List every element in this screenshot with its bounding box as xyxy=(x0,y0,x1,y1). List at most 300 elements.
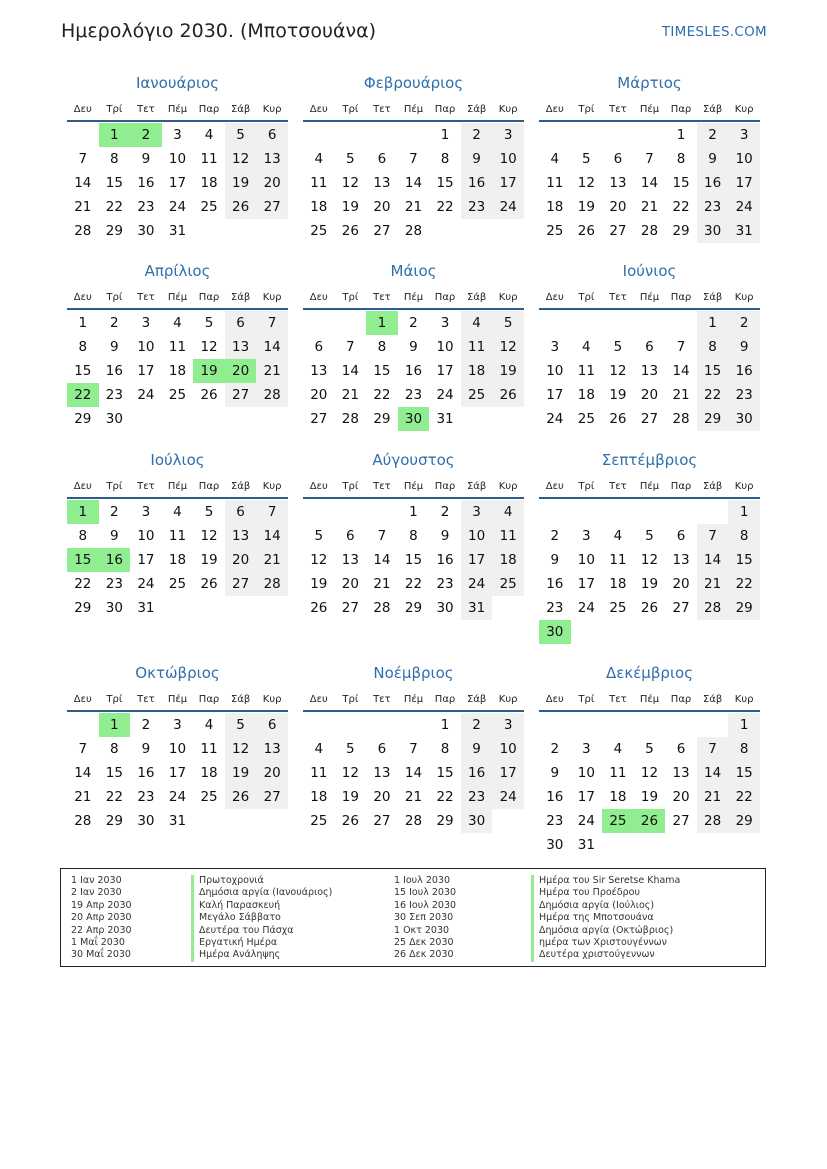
empty-day-cell xyxy=(303,311,335,335)
day-cell: 7 xyxy=(697,524,729,548)
day-cell: 18 xyxy=(577,387,595,403)
day-cell: 12 xyxy=(225,737,257,761)
day-cell: 8 xyxy=(728,524,760,548)
day-cell: 13 xyxy=(373,175,391,191)
weekday-label: Σάβ xyxy=(230,480,251,492)
day-cell: 6 xyxy=(613,151,623,167)
weekday-label: Σάβ xyxy=(466,480,487,492)
day-cell: 21 xyxy=(74,199,92,215)
weekday-label: Τρί xyxy=(578,103,595,115)
day-cell: 18 xyxy=(310,199,328,215)
day-cell: 5 xyxy=(225,713,257,737)
day-cell: 27 xyxy=(373,223,391,239)
legend-holiday-name: Ημέρα του Προέδρου xyxy=(531,887,680,899)
weekday-label: Δευ xyxy=(309,480,328,492)
day-cell: 20 xyxy=(310,387,328,403)
month-name: Ιανουάριος xyxy=(135,74,219,92)
empty-day-cell xyxy=(602,713,634,737)
day-cell: 27 xyxy=(609,223,627,239)
weekday-label: Κυρ xyxy=(734,103,754,115)
day-cell: 22 xyxy=(404,576,423,592)
day-cell: 25 xyxy=(310,223,328,239)
empty-day-cell xyxy=(398,123,430,147)
weekday-header xyxy=(67,688,288,712)
empty-day-cell xyxy=(697,713,729,737)
day-cell: 22 xyxy=(672,199,690,215)
empty-day-cell xyxy=(571,123,603,147)
day-cell: 31 xyxy=(461,596,493,620)
empty-day-cell xyxy=(634,311,666,335)
day-cell: 12 xyxy=(577,175,595,191)
day-cell: 3 xyxy=(141,315,151,331)
month-block xyxy=(303,73,524,243)
weekday-label: Σάβ xyxy=(230,103,251,115)
day-cell: 21 xyxy=(697,572,729,596)
day-cell: 25 xyxy=(492,572,524,596)
weekday-label: Δευ xyxy=(73,291,92,303)
empty-day-cell xyxy=(539,500,571,524)
day-cell: 8 xyxy=(110,151,119,167)
day-cell: 29 xyxy=(373,411,391,427)
weekday-label: Δευ xyxy=(309,103,328,115)
day-cell: 17 xyxy=(577,789,595,805)
day-cell: 7 xyxy=(78,151,88,167)
day-cell: 29 xyxy=(105,813,123,829)
day-cell: 17 xyxy=(168,175,187,191)
day-cell: 8 xyxy=(110,741,119,757)
day-cell: 8 xyxy=(697,335,729,359)
day-cell: 30 xyxy=(728,407,760,431)
day-cell: 24 xyxy=(137,387,155,403)
day-cell: 9 xyxy=(141,741,151,757)
empty-day-cell xyxy=(665,500,697,524)
day-cell: 16 xyxy=(105,363,123,379)
day-cell: 12 xyxy=(200,339,218,355)
day-cell: 29 xyxy=(728,596,760,620)
day-cell: 30 xyxy=(105,600,123,616)
day-cell: 29 xyxy=(697,407,729,431)
weekday-label: Παρ xyxy=(198,291,220,303)
weekday-label: Πέμ xyxy=(167,480,188,492)
day-cell: 11 xyxy=(200,741,218,757)
weekday-header xyxy=(539,475,760,499)
month-name: Σεπτέμβριος xyxy=(601,451,698,469)
legend-date: 1 Ιαν 2030 xyxy=(71,875,122,886)
weekday-label: Τρί xyxy=(106,103,123,115)
day-cell: 16 xyxy=(137,765,155,781)
day-cell: 29 xyxy=(672,223,690,239)
weekday-label: Πέμ xyxy=(403,480,424,492)
weekday-header xyxy=(539,286,760,310)
weekday-label: Δευ xyxy=(545,480,564,492)
weekday-label: Τρί xyxy=(578,693,595,705)
day-cell: 9 xyxy=(550,765,560,781)
empty-day-cell xyxy=(697,500,729,524)
day-cell: 23 xyxy=(697,195,729,219)
weekday-label: Παρ xyxy=(670,103,692,115)
day-grid xyxy=(303,311,524,431)
day-cell: 31 xyxy=(436,411,454,427)
empty-day-cell xyxy=(539,123,571,147)
day-cell: 9 xyxy=(461,147,493,171)
day-cell: 15 xyxy=(105,765,123,781)
day-cell: 24 xyxy=(577,600,595,616)
day-cell: 30 xyxy=(436,600,454,616)
day-cell: 21 xyxy=(256,359,288,383)
legend-right-dates xyxy=(394,875,456,962)
day-grid xyxy=(539,123,760,243)
legend-holiday-name: Δευτέρα του Πάσχα xyxy=(191,925,332,937)
empty-day-cell xyxy=(67,123,99,147)
day-cell: 5 xyxy=(225,123,257,147)
day-cell: 13 xyxy=(341,552,359,568)
day-cell: 5 xyxy=(346,741,355,757)
holiday-day-cell: 25 xyxy=(602,809,634,833)
legend-holiday-name: Εργατική Ημέρα xyxy=(191,937,332,949)
day-cell: 12 xyxy=(341,175,359,191)
legend-holiday-name: Πρωτοχρονιά xyxy=(191,875,332,887)
weekday-label: Τετ xyxy=(373,480,391,492)
weekday-label: Τρί xyxy=(106,480,123,492)
weekday-label: Τρί xyxy=(342,291,359,303)
weekday-label: Τρί xyxy=(106,291,123,303)
day-cell: 7 xyxy=(78,741,88,757)
day-cell: 20 xyxy=(256,761,288,785)
day-cell: 17 xyxy=(492,761,524,785)
day-cell: 28 xyxy=(74,223,92,239)
day-cell: 5 xyxy=(582,151,591,167)
day-cell: 1 xyxy=(728,500,760,524)
weekday-header xyxy=(303,688,524,712)
day-cell: 24 xyxy=(137,576,155,592)
day-cell: 23 xyxy=(105,576,123,592)
weekday-label: Κυρ xyxy=(262,291,282,303)
month-block xyxy=(539,663,760,857)
weekday-label: Κυρ xyxy=(734,291,754,303)
day-cell: 10 xyxy=(577,765,595,781)
day-cell: 3 xyxy=(173,717,182,733)
day-cell: 22 xyxy=(105,199,123,215)
day-cell: 2 xyxy=(409,315,418,331)
empty-day-cell xyxy=(634,123,666,147)
day-cell: 19 xyxy=(310,576,328,592)
day-cell: 9 xyxy=(110,528,119,544)
day-cell: 10 xyxy=(728,147,760,171)
day-cell: 5 xyxy=(314,528,324,544)
day-cell: 16 xyxy=(546,576,564,592)
weekday-label: Πέμ xyxy=(167,693,188,705)
page-title: Ημερολόγιο 2030. (Μποτσουάνα) xyxy=(61,20,377,42)
month-name: Απρίλιος xyxy=(144,262,211,280)
day-cell: 6 xyxy=(377,741,387,757)
day-cell: 23 xyxy=(137,789,155,805)
legend-right-names xyxy=(531,875,680,962)
empty-day-cell xyxy=(571,500,603,524)
day-cell: 30 xyxy=(546,837,564,853)
day-cell: 21 xyxy=(341,387,359,403)
day-cell: 17 xyxy=(461,548,493,572)
day-cell: 31 xyxy=(168,223,187,239)
day-cell: 21 xyxy=(404,789,423,805)
day-cell: 19 xyxy=(341,199,359,215)
legend-holiday-name: Καλή Παρασκευή xyxy=(191,900,332,912)
legend-date: 25 Δεκ 2030 xyxy=(394,936,454,948)
day-cell: 19 xyxy=(225,761,257,785)
weekday-label: Πέμ xyxy=(167,103,188,115)
legend-date: 20 Απρ 2030 xyxy=(71,912,132,924)
day-cell: 10 xyxy=(137,339,155,355)
day-cell: 4 xyxy=(314,151,324,167)
day-cell: 26 xyxy=(341,813,359,829)
day-cell: 7 xyxy=(256,311,288,335)
day-cell: 4 xyxy=(173,504,182,520)
empty-day-cell xyxy=(602,500,634,524)
day-cell: 27 xyxy=(310,411,328,427)
day-cell: 14 xyxy=(404,765,423,781)
legend-date: 15 Ιουλ 2030 xyxy=(394,887,457,899)
day-grid xyxy=(539,713,760,857)
day-cell: 23 xyxy=(546,813,564,829)
day-cell: 15 xyxy=(436,765,454,781)
weekday-label: Παρ xyxy=(198,693,220,705)
weekday-header xyxy=(67,98,288,122)
day-cell: 18 xyxy=(609,789,627,805)
day-cell: 21 xyxy=(404,199,423,215)
day-cell: 13 xyxy=(256,147,288,171)
month-name: Νοέμβριος xyxy=(373,664,454,682)
day-cell: 4 xyxy=(173,315,182,331)
empty-day-cell xyxy=(571,311,603,335)
legend-holiday-name: Δημόσια αργία (Ιανουάριος) xyxy=(191,887,332,899)
empty-day-cell xyxy=(335,123,367,147)
day-cell: 23 xyxy=(404,387,423,403)
legend-date: 1 Οκτ 2030 xyxy=(394,924,450,936)
day-cell: 17 xyxy=(137,552,155,568)
empty-day-cell xyxy=(303,123,335,147)
day-cell: 16 xyxy=(137,175,155,191)
day-cell: 1 xyxy=(409,504,418,520)
day-cell: 3 xyxy=(492,713,524,737)
day-cell: 25 xyxy=(310,813,328,829)
day-cell: 11 xyxy=(609,552,627,568)
day-cell: 26 xyxy=(225,195,257,219)
holiday-day-cell: 30 xyxy=(398,407,430,431)
day-cell: 24 xyxy=(492,785,524,809)
legend-holiday-name: Δευτέρα χριστούγεννων xyxy=(531,949,680,961)
day-cell: 13 xyxy=(225,524,257,548)
day-cell: 4 xyxy=(613,528,623,544)
legend-holiday-name: Ημέρα του Sir Seretse Khama xyxy=(531,875,680,887)
day-cell: 1 xyxy=(728,713,760,737)
weekday-label: Τρί xyxy=(342,480,359,492)
day-cell: 6 xyxy=(645,339,654,355)
legend-holiday-name: ημέρα των Χριστουγέννων xyxy=(531,937,680,949)
day-cell: 30 xyxy=(461,809,493,833)
holiday-day-cell: 22 xyxy=(67,383,99,407)
day-cell: 4 xyxy=(613,741,623,757)
day-cell: 4 xyxy=(550,151,560,167)
day-cell: 5 xyxy=(204,504,214,520)
day-cell: 7 xyxy=(377,528,387,544)
day-cell: 12 xyxy=(492,335,524,359)
day-cell: 19 xyxy=(492,359,524,383)
day-cell: 26 xyxy=(200,387,218,403)
day-cell: 2 xyxy=(440,504,450,520)
weekday-label: Πέμ xyxy=(639,480,660,492)
day-cell: 22 xyxy=(74,576,92,592)
empty-day-cell xyxy=(539,713,571,737)
day-cell: 21 xyxy=(256,548,288,572)
day-cell: 4 xyxy=(582,339,591,355)
weekday-label: Παρ xyxy=(434,291,456,303)
day-cell: 14 xyxy=(256,335,288,359)
day-cell: 27 xyxy=(256,195,288,219)
weekday-label: Τετ xyxy=(609,693,627,705)
day-cell: 7 xyxy=(409,741,418,757)
day-cell: 29 xyxy=(105,223,123,239)
day-cell: 16 xyxy=(461,761,493,785)
day-cell: 14 xyxy=(672,363,690,379)
weekday-label: Δευ xyxy=(545,103,564,115)
day-cell: 12 xyxy=(640,552,659,568)
day-cell: 25 xyxy=(168,387,187,403)
weekday-label: Κυρ xyxy=(262,103,282,115)
weekday-label: Τετ xyxy=(137,291,155,303)
weekday-label: Σάβ xyxy=(702,291,723,303)
day-cell: 30 xyxy=(137,813,155,829)
weekday-label: Κυρ xyxy=(262,693,282,705)
day-cell: 18 xyxy=(492,548,524,572)
day-cell: 2 xyxy=(461,123,493,147)
day-cell: 1 xyxy=(440,127,450,143)
day-cell: 21 xyxy=(640,199,659,215)
weekday-label: Δευ xyxy=(73,693,92,705)
day-cell: 9 xyxy=(728,335,760,359)
day-cell: 4 xyxy=(492,500,524,524)
month-block xyxy=(67,663,288,833)
legend-date: 1 Μαΐ 2030 xyxy=(71,936,125,948)
day-cell: 9 xyxy=(697,147,729,171)
weekday-label: Παρ xyxy=(198,480,220,492)
day-cell: 28 xyxy=(404,813,423,829)
empty-day-cell xyxy=(398,713,430,737)
month-block xyxy=(303,261,524,431)
day-cell: 13 xyxy=(672,765,690,781)
day-cell: 7 xyxy=(256,500,288,524)
day-cell: 18 xyxy=(546,199,564,215)
weekday-label: Τετ xyxy=(137,103,155,115)
legend-holiday-name: Ημέρα της Μποτσουάνα xyxy=(531,912,680,924)
day-cell: 15 xyxy=(404,552,423,568)
day-cell: 11 xyxy=(492,524,524,548)
day-cell: 17 xyxy=(137,363,155,379)
day-cell: 30 xyxy=(105,411,123,427)
empty-day-cell xyxy=(303,500,335,524)
day-cell: 19 xyxy=(609,387,627,403)
holiday-day-cell: 1 xyxy=(99,123,131,147)
holiday-day-cell: 19 xyxy=(193,359,225,383)
day-cell: 8 xyxy=(440,741,450,757)
day-cell: 6 xyxy=(377,151,387,167)
holiday-legend xyxy=(60,868,766,967)
day-cell: 13 xyxy=(373,765,391,781)
weekday-label: Δευ xyxy=(309,693,328,705)
day-cell: 9 xyxy=(409,339,418,355)
day-cell: 12 xyxy=(609,363,627,379)
weekday-label: Τρί xyxy=(342,103,359,115)
legend-date: 26 Δεκ 2030 xyxy=(394,949,454,961)
day-cell: 6 xyxy=(346,528,355,544)
legend-holiday-name: Δημόσια αργία (Ιούλιος) xyxy=(531,900,680,912)
day-cell: 5 xyxy=(346,151,355,167)
day-cell: 23 xyxy=(461,195,493,219)
month-name: Αύγουστος xyxy=(372,451,455,469)
weekday-label: Τετ xyxy=(609,291,627,303)
day-cell: 14 xyxy=(74,175,92,191)
legend-date: 1 Ιουλ 2030 xyxy=(394,875,450,886)
day-cell: 10 xyxy=(168,741,187,757)
day-cell: 6 xyxy=(314,339,324,355)
day-cell: 12 xyxy=(310,552,328,568)
day-cell: 11 xyxy=(168,528,187,544)
day-cell: 6 xyxy=(225,311,257,335)
empty-day-cell xyxy=(602,311,634,335)
day-cell: 15 xyxy=(728,548,760,572)
holiday-day-cell: 20 xyxy=(225,359,257,383)
day-cell: 19 xyxy=(200,552,218,568)
legend-holiday-name: Ημέρα Ανάληψης xyxy=(191,949,332,961)
day-cell: 29 xyxy=(404,600,423,616)
day-cell: 21 xyxy=(74,789,92,805)
weekday-header xyxy=(303,98,524,122)
holiday-day-cell: 1 xyxy=(67,500,99,524)
month-name: Μάιος xyxy=(390,262,437,280)
holiday-day-cell: 15 xyxy=(67,548,99,572)
month-block xyxy=(67,73,288,243)
holiday-day-cell: 1 xyxy=(99,713,131,737)
day-cell: 8 xyxy=(409,528,418,544)
day-cell: 2 xyxy=(110,504,119,520)
day-cell: 16 xyxy=(728,359,760,383)
weekday-label: Τετ xyxy=(609,480,627,492)
weekday-label: Τετ xyxy=(373,291,391,303)
day-cell: 9 xyxy=(461,737,493,761)
day-cell: 2 xyxy=(550,741,560,757)
day-cell: 14 xyxy=(256,524,288,548)
day-cell: 3 xyxy=(440,315,450,331)
day-cell: 27 xyxy=(672,600,690,616)
day-cell: 24 xyxy=(461,572,493,596)
day-cell: 8 xyxy=(78,528,88,544)
day-cell: 11 xyxy=(168,339,187,355)
site-link[interactable]: TIMESLES.COM xyxy=(661,24,767,40)
weekday-label: Πέμ xyxy=(403,693,424,705)
weekday-label: Παρ xyxy=(670,693,692,705)
day-cell: 23 xyxy=(546,600,564,616)
day-cell: 15 xyxy=(672,175,690,191)
day-cell: 22 xyxy=(728,572,760,596)
legend-date: 2 Ιαν 2030 xyxy=(71,887,122,899)
day-cell: 25 xyxy=(200,789,218,805)
holiday-day-cell: 26 xyxy=(634,809,666,833)
day-cell: 18 xyxy=(168,363,187,379)
weekday-label: Τετ xyxy=(373,693,391,705)
day-cell: 16 xyxy=(461,171,493,195)
weekday-label: Παρ xyxy=(670,291,692,303)
day-cell: 18 xyxy=(168,552,187,568)
day-cell: 2 xyxy=(461,713,493,737)
day-cell: 20 xyxy=(341,576,359,592)
